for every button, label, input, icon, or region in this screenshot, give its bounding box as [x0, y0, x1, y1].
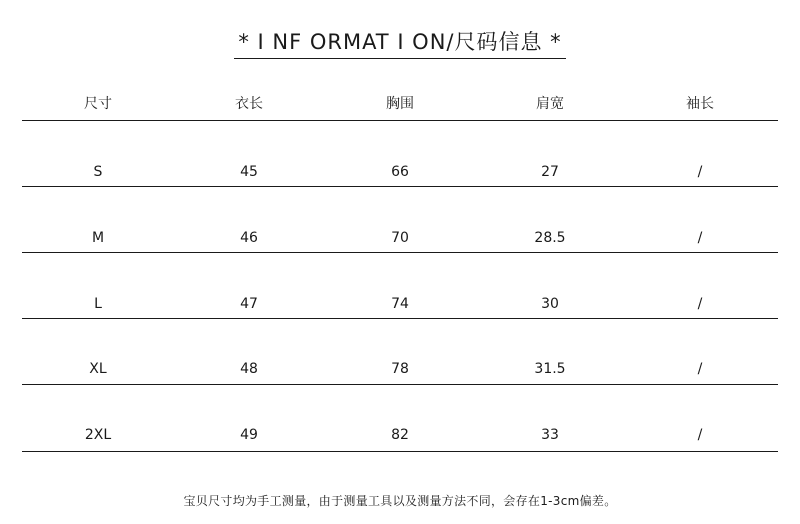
cell-chest: 74: [391, 296, 409, 312]
cell-length: 47: [240, 296, 258, 312]
table-divider: [22, 451, 778, 452]
cell-length: 45: [240, 164, 258, 180]
cell-chest: 78: [391, 361, 409, 377]
table-divider: [22, 120, 778, 121]
cell-shoulder: 28.5: [534, 230, 566, 246]
page-title: [0, 26, 800, 59]
cell-sleeve: /: [697, 164, 703, 180]
cell-shoulder: 31.5: [534, 361, 566, 377]
cell-shoulder: 30: [541, 296, 559, 312]
page-title-text: * I NF ORMAT I ON/尺码信息 *: [234, 26, 565, 59]
cell-length: 46: [240, 230, 258, 246]
header-chest: 胸围: [386, 96, 414, 112]
table-divider: [22, 186, 778, 187]
header-shoulder: 肩宽: [536, 96, 564, 112]
cell-size: S: [93, 164, 103, 180]
cell-chest: 70: [391, 230, 409, 246]
header-sleeve: 袖长: [686, 96, 714, 112]
cell-shoulder: 33: [541, 427, 559, 443]
cell-size: 2XL: [84, 427, 112, 443]
cell-shoulder: 27: [541, 164, 559, 180]
table-divider: [22, 318, 778, 319]
cell-sleeve: /: [697, 230, 703, 246]
table-divider: [22, 252, 778, 253]
cell-chest: 82: [391, 427, 409, 443]
cell-length: 48: [240, 361, 258, 377]
cell-sleeve: /: [697, 361, 703, 377]
measurement-note: 宝贝尺寸均为手工测量，由于测量工具以及测量方法不同，会存在1-3cm偏差。: [183, 494, 617, 508]
cell-length: 49: [240, 427, 258, 443]
cell-size: M: [91, 230, 105, 246]
header-length: 衣长: [235, 96, 263, 112]
cell-chest: 66: [391, 164, 409, 180]
header-size: 尺寸: [84, 96, 112, 112]
cell-size: L: [94, 296, 102, 312]
cell-sleeve: /: [697, 427, 703, 443]
cell-size: XL: [89, 361, 107, 377]
cell-sleeve: /: [697, 296, 703, 312]
table-divider: [22, 384, 778, 385]
